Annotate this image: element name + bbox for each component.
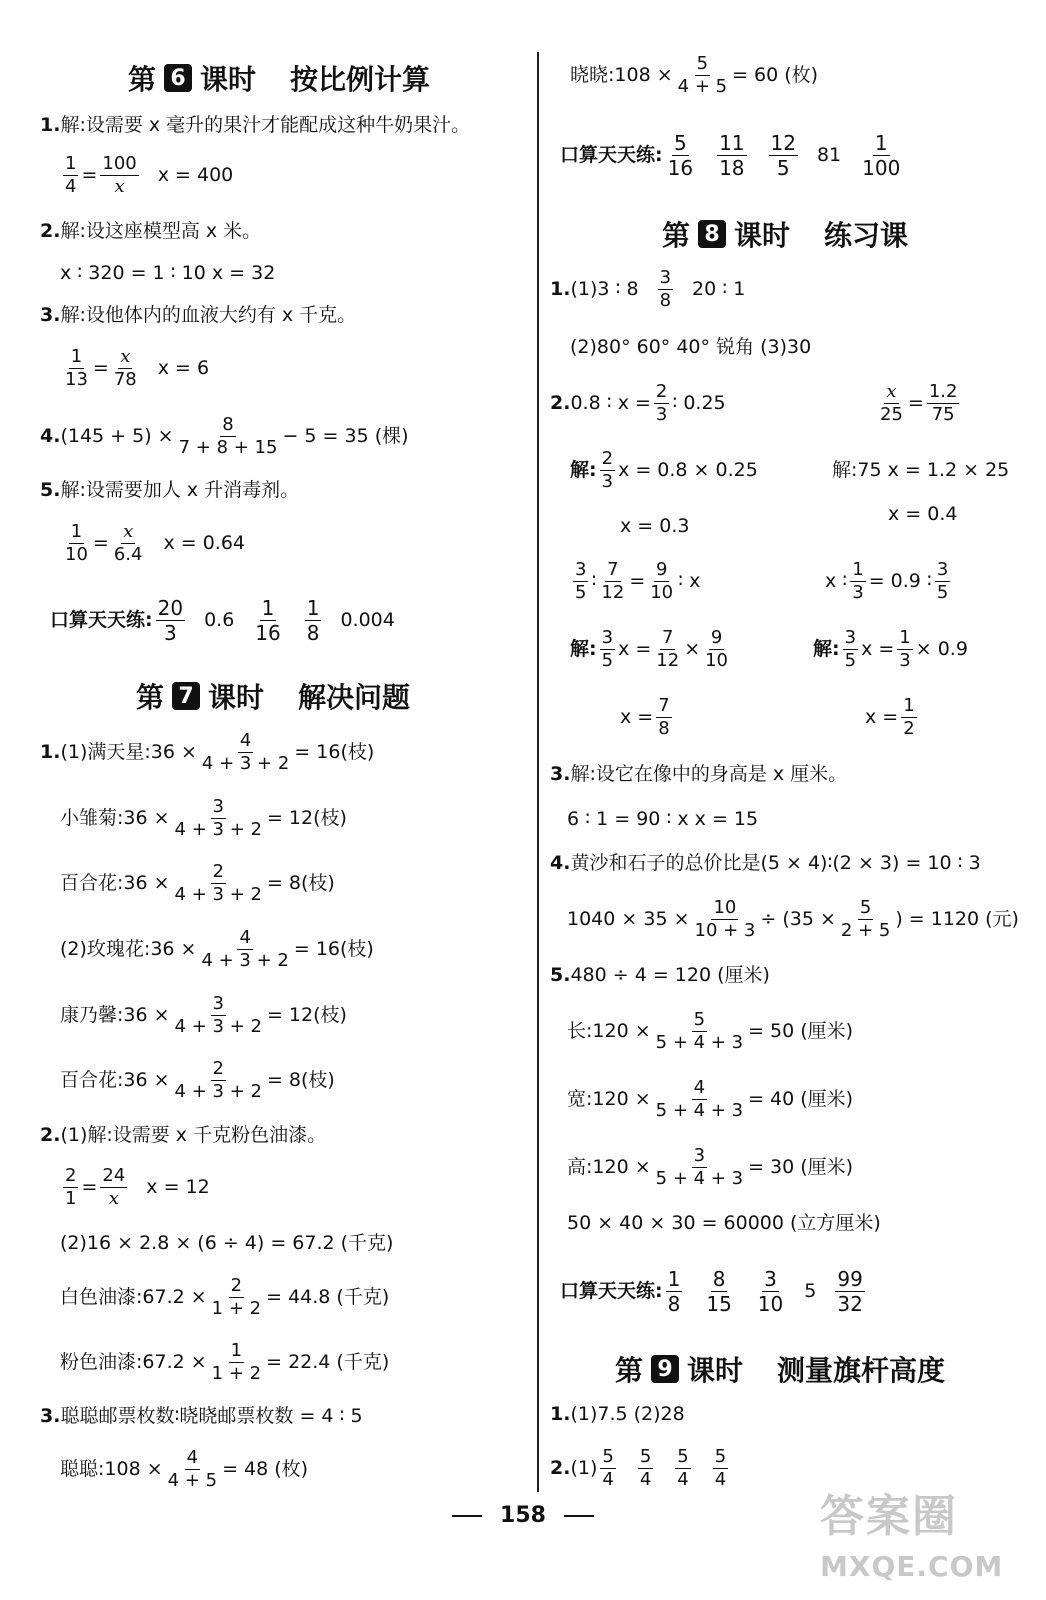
section-title-6 <box>128 58 430 98</box>
problem-1 <box>40 116 470 135</box>
a2-left-sol1: 解: $\frac{2}{3}$ x = 0.8 × 0.25 <box>570 448 758 492</box>
a2-right-eq1: $\frac{x}{25}$ = $\frac{1.2}{75}$ <box>880 381 958 425</box>
a3-line-2: 6 ∶ 1 = 90 ∶ x x = 15 <box>567 808 759 830</box>
a4-line-1: 4. 黄沙和石子的总价比是(5 × 4)∶(2 × 3) = 10 ∶ 3 <box>550 852 981 874</box>
denominator: 4 <box>65 175 77 197</box>
problem-3-equation: $\frac{1}{13}$ = $\frac{x}{78}$ x = 6 <box>65 346 210 390</box>
lesson-number: 9 <box>651 1355 679 1383</box>
problem-3: 3. 解:设他体内的血液大约有 x 千克。 <box>40 304 357 326</box>
answer: x = 400 <box>157 163 234 186</box>
a2-right-res1: x = 0.4 <box>888 503 958 525</box>
denominator: x <box>114 175 125 197</box>
a2-left-res2: x = $\frac{7}{8}$ <box>620 695 670 739</box>
q2-line-3: 白色油漆:67.2 × $\frac{2}{1 + 2}$ = 44.8 (千克) <box>60 1275 390 1319</box>
numerator: 100 <box>102 153 137 174</box>
page-number: 158 <box>500 1503 546 1528</box>
a2-left-eq2: $\frac{3}{5}$ ∶ $\frac{7}{12}$ = $\frac{9}{10}$ ∶ x <box>575 559 701 603</box>
title-pre: 第 <box>128 63 157 96</box>
problem-1-equation: $\frac{1}{4}$ = $\frac{100}{x}$ x = 400 <box>65 153 234 197</box>
lesson-number: 8 <box>698 220 726 248</box>
a2-left-eq1: 2. 0.8 ∶ x = $\frac{2}{3}$ ∶ 0.25 <box>550 381 726 425</box>
q1-line-5: 康乃馨:36 × $\frac{3}{4 + 3 + 2}$ = 12(枝) <box>60 993 347 1037</box>
section-title-9: 第 9 课时 测量旗杆高度 <box>615 1354 946 1387</box>
a2-right-res2: x = $\frac{1}{2}$ <box>865 695 915 739</box>
q2-line-4: 粉色油漆:67.2 × $\frac{1}{1 + 2}$ = 22.4 (千克) <box>60 1340 390 1384</box>
lesson-number: 7 <box>172 682 200 710</box>
oral-practice-label: 口算天天练: <box>50 609 153 631</box>
oral-practice-2: 口算天天练: $\frac{5}{16}$ $\frac{11}{18}$ $\frac{12}{5}$ 81 $\frac{1}{100}$ <box>560 131 901 180</box>
q2-equation: $\frac{2}{1}$ = $\frac{24}{x}$ x = 12 <box>65 1165 210 1209</box>
section-title-8: 第 8 课时 练习课 <box>662 219 909 252</box>
problem-label: 1. <box>40 114 61 136</box>
a2-right-eq2: x ∶ $\frac{1}{3}$ = 0.9 ∶ $\frac{3}{5}$ <box>825 559 949 603</box>
a5-line-5: 50 × 40 × 30 = 60000 (立方厘米) <box>567 1212 881 1234</box>
a4-line-2: 1040 × 35 × $\frac{10}{10 + 3}$ ÷ (35 × $\frac{5}{2 + 5}$ ) = 1120 (元) <box>567 897 1019 941</box>
problem-2: 2. 解:设这座模型高 x 米。 <box>40 220 262 242</box>
problem-2-equation: x ∶ 320 = 1 ∶ 10 x = 32 <box>60 262 276 284</box>
q1-line-4: (2)玫瑰花:36 × $\frac{4}{4 + 3 + 2}$ = 16(枝) <box>60 927 374 971</box>
footer-dash-right <box>564 1515 594 1517</box>
title-mid: 课时 <box>200 63 257 96</box>
a3-line-1: 3. 解:设它在像中的身高是 x 厘米。 <box>550 763 848 785</box>
footer-dash-left <box>452 1515 482 1517</box>
watermark-line-1: 答案圈 <box>820 1491 958 1542</box>
q1-line-2: 小雏菊:36 × $\frac{3}{4 + 3 + 2}$ = 12(枝) <box>60 796 347 840</box>
watermark-line-2: MXQE.COM <box>820 1550 1004 1583</box>
column-divider <box>537 52 539 1492</box>
problem-text: 解:设需要 x 毫升的果汁才能配成这种牛奶果汁。 <box>60 114 471 136</box>
q3-line-2: 聪聪:108 × $\frac{4}{4 + 5}$ = 48 (枚) <box>60 1447 309 1491</box>
a2-left-res1: x = 0.3 <box>620 515 690 537</box>
problem-5-equation: $\frac{1}{10}$ = $\frac{x}{6.4}$ x = 0.64 <box>65 521 246 565</box>
numerator: 1 <box>65 153 77 174</box>
oral-practice-3: 口算天天练: $\frac{1}{8}$ $\frac{8}{15}$ $\frac{3}{10}$ 5 $\frac{99}{32}$ <box>560 1267 863 1316</box>
title-topic: 按比例计算 <box>290 63 431 96</box>
a1-line-2: (2)80° 60° 40° 锐角 (3)30 <box>570 336 812 358</box>
q1-line-6: 百合花:36 × $\frac{2}{4 + 3 + 2}$ = 8(枝) <box>60 1058 335 1102</box>
q1-line-3: 百合花:36 × $\frac{2}{4 + 3 + 2}$ = 8(枝) <box>60 861 335 905</box>
q2-line-1: 2. (1)解:设需要 x 千克粉色油漆。 <box>40 1124 327 1146</box>
r-line-0: 晓晓:108 × $\frac{5}{4 + 5}$ = 60 (枚) <box>570 53 819 97</box>
problem-4: 4. (145 + 5) × $\frac{8}{7 + 8 + 15}$ − 5 = 35 (棵) <box>40 414 409 458</box>
a5-line-3: 宽:120 × $\frac{4}{5 + 4 + 3}$ = 40 (厘米) <box>567 1077 854 1121</box>
problem-5: 5. 解:设需要加人 x 升消毒剂。 <box>40 479 300 501</box>
q1-line-1: 1. (1)满天星:36 × $\frac{4}{4 + 3 + 2}$ = 16(枝) <box>40 730 375 774</box>
a5-line-2: 长:120 × $\frac{5}{5 + 4 + 3}$ = 50 (厘米) <box>567 1009 854 1053</box>
oral-practice-1: 口算天天练: $\frac{20}{3}$ 0.6 $\frac{1}{16}$ $\frac{1}{8}$ 0.004 <box>50 596 395 645</box>
q3-line-1: 3. 聪聪邮票枚数∶晓晓邮票枚数 = 4 ∶ 5 <box>40 1405 363 1427</box>
a2-left-sol2: 解: $\frac{3}{5}$ x = $\frac{7}{12}$ × $\frac{9}{10}$ <box>570 627 729 671</box>
a5-line-1: 5. 480 ÷ 4 = 120 (厘米) <box>550 964 770 986</box>
a2-right-sol1: 解:75 x = 1.2 × 25 <box>832 459 1010 481</box>
b2-line: 2. (1) $\frac{5}{4}$ $\frac{5}{4}$ $\frac{5}{4}$ $\frac{5}{4}$ <box>550 1446 727 1490</box>
a2-right-sol2: 解: $\frac{3}{5}$ x = $\frac{1}{3}$ × 0.9 <box>813 627 968 671</box>
b1-line: 1. (1)7.5 (2)28 <box>550 1403 685 1425</box>
section-title-7: 第 7 课时 解决问题 <box>136 681 411 714</box>
a1-line-1: 1. (1)3 ∶ 8 $\frac{3}{8}$ 20 ∶ 1 <box>550 267 746 311</box>
lesson-number: 6 <box>164 64 192 92</box>
q2-line-2: (2)16 × 2.8 × (6 ÷ 4) = 67.2 (千克) <box>60 1232 394 1254</box>
watermark-logo <box>820 1480 1020 1590</box>
a5-line-4: 高:120 × $\frac{3}{5 + 4 + 3}$ = 30 (厘米) <box>567 1145 854 1189</box>
